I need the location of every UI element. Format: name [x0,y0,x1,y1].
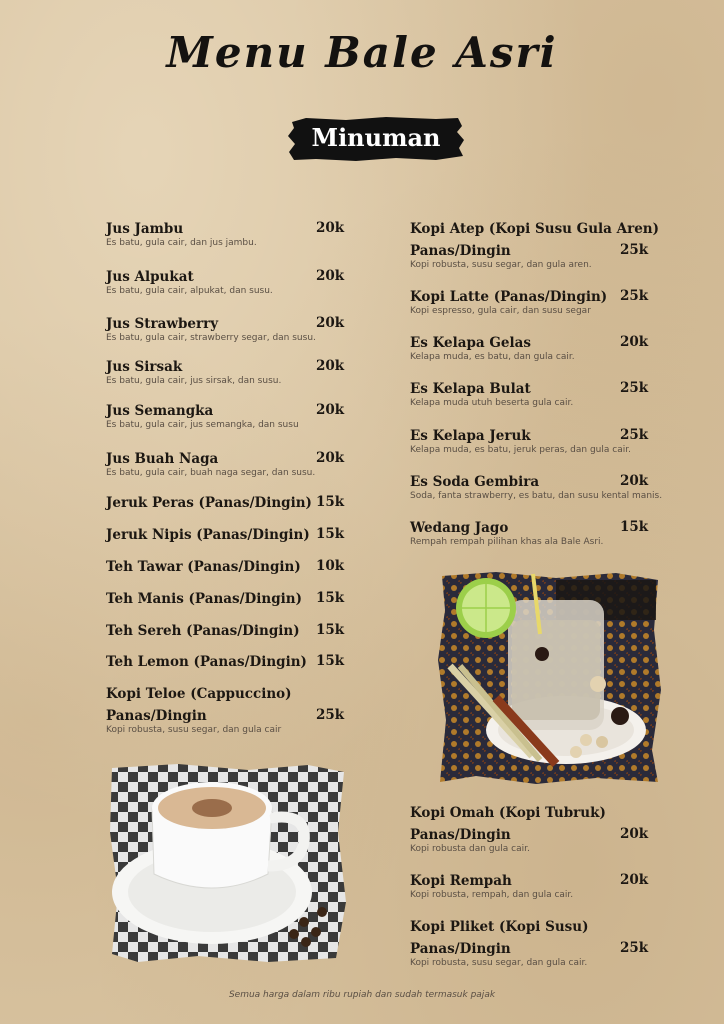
item-price: 25k [620,940,649,956]
menu-item [106,494,346,512]
item-price: 25k [620,242,649,258]
item-name: Jus Semangka [106,403,214,419]
item-description: Kopi espresso, gula cair, dan susu segar [410,306,591,316]
menu-item [106,590,346,608]
menu-item [410,918,650,969]
item-price: 25k [620,288,649,304]
menu-item [106,622,346,640]
item-name: Kopi Teloe (Cappuccino) [106,686,292,702]
item-price: 20k [316,315,345,331]
item-name: Kopi Omah (Kopi Tubruk) [410,805,606,821]
item-description: Kopi robusta, susu segar, dan gula aren. [410,260,592,270]
item-price: 25k [620,427,649,443]
item-name: Es Kelapa Bulat [410,381,531,397]
menu-item [106,526,346,544]
item-name: Kopi Pliket (Kopi Susu) [410,919,589,935]
item-price: 20k [620,473,649,489]
menu-item [410,804,650,855]
item-name: Teh Manis (Panas/Dingin) [106,591,302,607]
menu-item [106,685,346,736]
item-price: 20k [316,268,345,284]
menu-item [410,872,650,901]
item-description: Es batu, gula cair, alpukat, dan susu. [106,286,273,296]
item-name: Kopi Latte (Panas/Dingin) [410,289,608,305]
item-name: Jus Strawberry [106,316,219,332]
item-name: Wedang Jago [410,520,509,536]
item-price: 20k [316,402,345,418]
item-description: Kopi robusta, susu segar, dan gula cair [106,725,282,735]
item-price: 20k [316,450,345,466]
cappuccino-photo [108,762,348,964]
item-name: Teh Lemon (Panas/Dingin) [106,654,307,670]
item-price: 20k [316,358,345,374]
item-description: Es batu, gula cair, jus semangka, dan susu [106,420,299,430]
item-price: 20k [620,872,649,888]
item-name-line2: Panas/Dingin [410,827,511,843]
menu-item [410,427,650,456]
menu-item [410,220,659,271]
item-name: Jus Sirsak [106,359,183,375]
section-title: Minuman [311,123,441,152]
item-price: 10k [316,558,345,574]
item-name: Teh Tawar (Panas/Dingin) [106,559,301,575]
menu-item [106,402,346,431]
item-name: Jeruk Peras (Panas/Dingin) [106,495,312,511]
item-description: Es batu, gula cair, dan jus jambu. [106,238,257,248]
item-name: Kopi Rempah [410,873,512,889]
menu-item [106,653,346,671]
item-description: Kelapa muda, es batu, jeruk peras, dan gula cair. [410,445,631,455]
item-price: 15k [316,653,345,669]
menu-item [410,288,650,317]
menu-item [410,519,650,548]
menu-item [106,558,346,576]
item-description: Es batu, gula cair, buah naga segar, dan susu. [106,468,316,478]
item-price: 25k [316,707,345,723]
item-description: Kopi robusta dan gula cair. [410,844,530,854]
item-price: 15k [316,622,345,638]
item-description: Kelapa muda, es batu, dan gula cair. [410,352,575,362]
item-price: 15k [316,590,345,606]
item-description: Kopi robusta, susu segar, dan gula cair. [410,958,588,968]
item-description: Es batu, gula cair, jus sirsak, dan susu. [106,376,282,386]
item-description: Rempah rempah pilihan khas ala Bale Asri. [410,537,604,547]
item-name: Es Kelapa Jeruk [410,428,531,444]
menu-item [106,450,346,479]
menu-item [106,220,346,249]
item-name-line2: Panas/Dingin [410,243,511,259]
item-name: Jus Jambu [106,221,184,237]
section-badge [286,114,466,164]
price-note: Semua harga dalam ribu rupiah dan sudah termasuk pajak [228,990,496,1000]
item-name: Es Kelapa Gelas [410,335,531,351]
item-name-line2: Panas/Dingin [410,941,511,957]
item-description: Kelapa muda utuh beserta gula cair. [410,398,574,408]
item-price: 15k [316,526,345,542]
item-price: 15k [316,494,345,510]
menu-item [106,268,346,297]
menu-title: Menu Bale Asri [166,28,558,77]
item-description: Es batu, gula cair, strawberry segar, dan susu. [106,333,316,343]
item-price: 15k [620,519,649,535]
item-price: 20k [316,220,345,236]
menu-item [410,473,663,502]
item-name: Jus Buah Naga [106,451,219,467]
item-price: 20k [620,334,649,350]
item-name: Jus Alpukat [106,269,194,285]
menu-item [106,315,346,344]
item-price: 20k [620,826,649,842]
menu-item [106,358,346,387]
menu-item [410,334,650,363]
item-description: Soda, fanta strawberry, es batu, dan susu kental manis. [410,491,663,501]
item-name: Jeruk Nipis (Panas/Dingin) [106,527,310,543]
item-description: Kopi robusta, rempah, dan gula cair. [410,890,574,900]
menu-item [410,380,650,409]
item-name-line2: Panas/Dingin [106,708,207,724]
wedang-jago-photo [436,570,664,786]
item-name: Kopi Atep (Kopi Susu Gula Aren) [410,221,659,237]
item-name: Es Soda Gembira [410,474,540,490]
item-price: 25k [620,380,649,396]
item-name: Teh Sereh (Panas/Dingin) [106,623,300,639]
